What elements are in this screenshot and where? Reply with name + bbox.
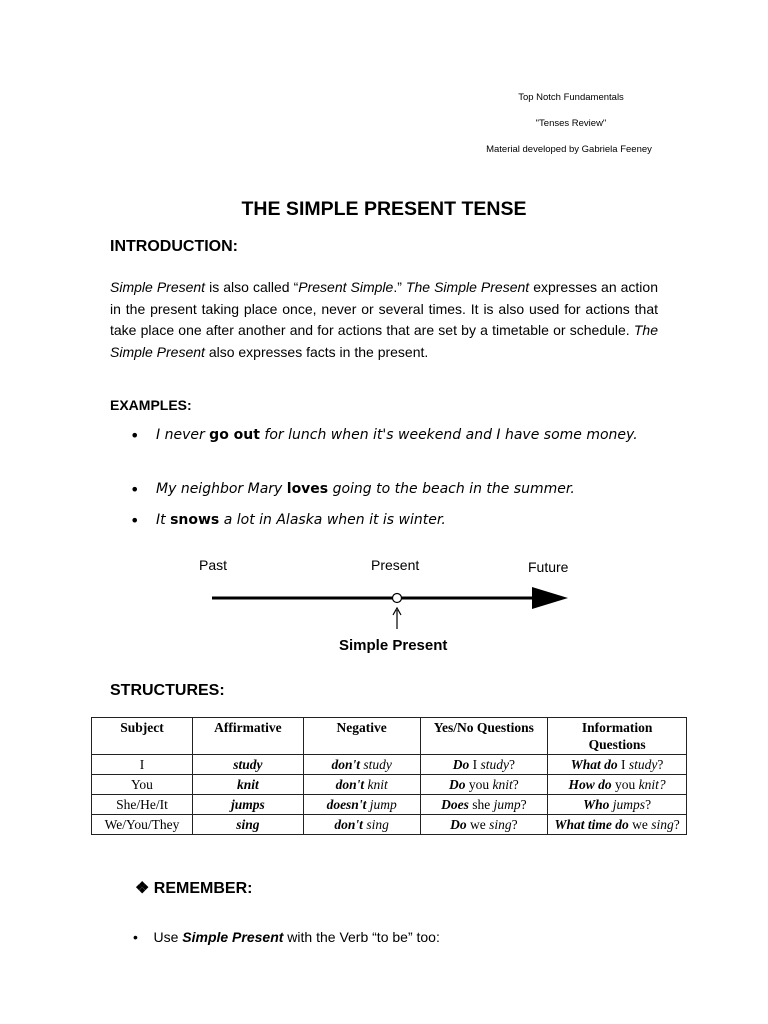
table-row bbox=[92, 795, 687, 815]
negative-cell: don't study bbox=[303, 755, 420, 775]
example-item: • My neighbor Mary loves going to the beach in the summer. bbox=[130, 478, 660, 501]
affirmative-cell: sing bbox=[192, 815, 303, 835]
header-subtitle: "Tenses Review" bbox=[535, 118, 607, 129]
information-cell: Who jumps? bbox=[548, 795, 687, 815]
affirmative-cell: study bbox=[192, 755, 303, 775]
information-cell: What time do we sing? bbox=[548, 815, 687, 835]
timeline-present-point bbox=[393, 594, 402, 603]
affirmative-cell: knit bbox=[192, 775, 303, 795]
header-author: Material developed by Gabriela Feeney bbox=[486, 144, 652, 155]
table-header-row bbox=[92, 718, 687, 755]
table-row bbox=[92, 775, 687, 795]
header-affirmative: Affirmative bbox=[192, 718, 303, 755]
bullet-icon: • bbox=[133, 929, 138, 945]
header-yes-no-questions: Yes/No Questions bbox=[420, 718, 548, 755]
example-item: • It snows a lot in Alaska when it is winter. bbox=[130, 509, 660, 532]
table-row bbox=[92, 815, 687, 835]
subject-cell: She/He/It bbox=[92, 795, 193, 815]
negative-cell: doesn't jump bbox=[303, 795, 420, 815]
example-list bbox=[130, 509, 660, 532]
timeline-arrowhead bbox=[532, 587, 568, 609]
timeline-future-label: Future bbox=[528, 559, 569, 575]
timeline-diagram bbox=[190, 552, 590, 662]
table-row bbox=[92, 755, 687, 775]
information-cell: How do you knit? bbox=[548, 775, 687, 795]
header-negative: Negative bbox=[303, 718, 420, 755]
negative-cell: don't sing bbox=[303, 815, 420, 835]
header-subject: Subject bbox=[92, 718, 193, 755]
timeline-caption: Simple Present bbox=[339, 637, 448, 654]
header-information-questions: Information Questions bbox=[548, 718, 687, 755]
remember-heading: ❖ REMEMBER: bbox=[135, 880, 253, 897]
negative-cell: don't knit bbox=[303, 775, 420, 795]
remember-bullet: • Use Simple Present with the Verb “to be” too: bbox=[133, 929, 440, 945]
yes-no-cell: Do we sing? bbox=[420, 815, 548, 835]
header-course: Top Notch Fundamentals bbox=[518, 92, 624, 103]
structures-heading: STRUCTURES: bbox=[110, 682, 225, 699]
subject-cell: We/You/They bbox=[92, 815, 193, 835]
example-list bbox=[130, 424, 660, 447]
yes-no-cell: Does she jump? bbox=[420, 795, 548, 815]
introduction-heading: INTRODUCTION: bbox=[110, 238, 238, 255]
timeline-past-label: Past bbox=[199, 557, 228, 573]
yes-no-cell: Do you knit? bbox=[420, 775, 548, 795]
structures-table bbox=[91, 717, 687, 835]
example-list bbox=[130, 478, 660, 501]
yes-no-cell: Do I study? bbox=[420, 755, 548, 775]
information-cell: What do I study? bbox=[548, 755, 687, 775]
page-title: THE SIMPLE PRESENT TENSE bbox=[241, 198, 527, 220]
example-item: • I never go out for lunch when it's weekend and I have some money. bbox=[130, 424, 660, 447]
diamond-bullet-icon: ❖ bbox=[135, 880, 150, 897]
subject-cell: I bbox=[92, 755, 193, 775]
subject-cell: You bbox=[92, 775, 193, 795]
introduction-paragraph: Simple Present is also called “Present Simple.” The Simple Present expresses an action in the present taking place once, never or several times. It is also used for actions that take place one after another and for actions that are set by a timetable or schedule. The Simple Present also expresses facts in the present. bbox=[110, 279, 658, 360]
affirmative-cell: jumps bbox=[192, 795, 303, 815]
examples-heading: EXAMPLES: bbox=[110, 397, 192, 413]
timeline-present-label: Present bbox=[371, 557, 420, 573]
